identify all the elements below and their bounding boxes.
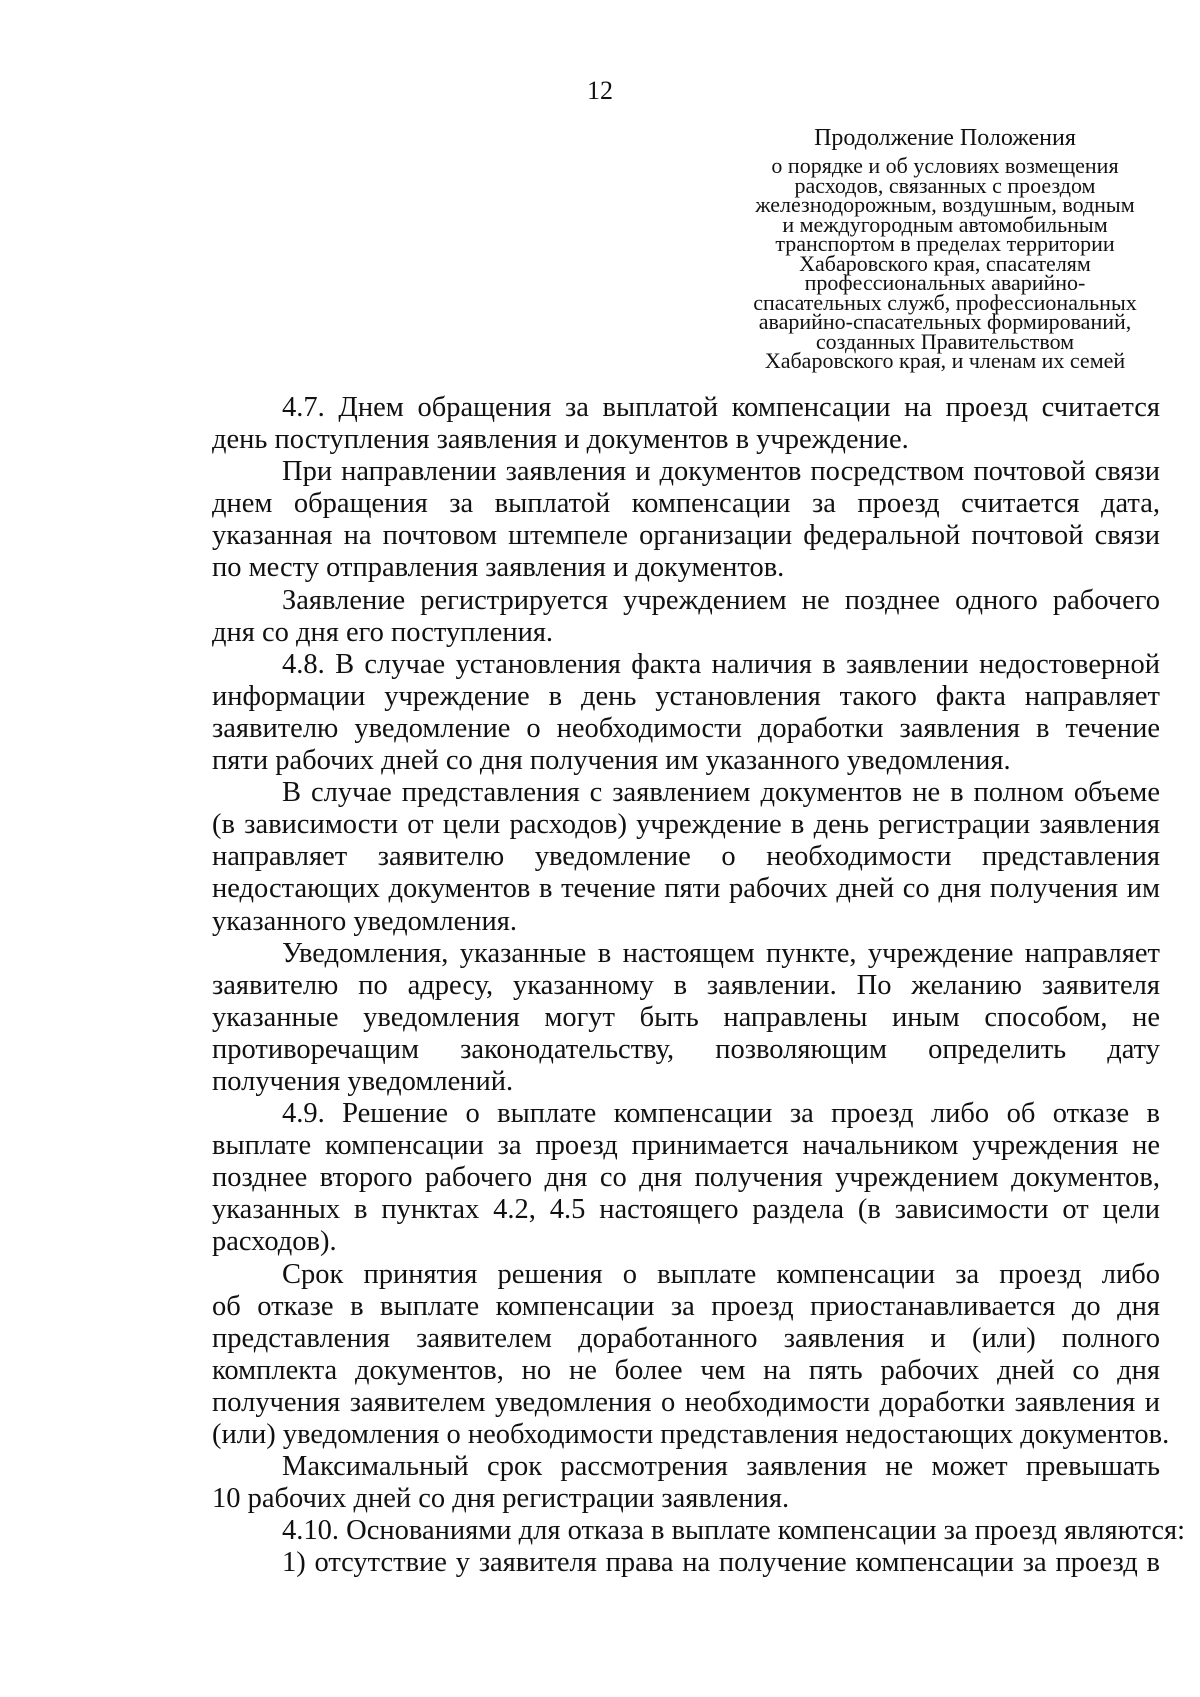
paragraph xyxy=(212,1451,1160,1515)
paragraph-line: по месту отправления заявления и документов. xyxy=(212,552,785,584)
paragraph-line: указанная на почтовом штемпеле организации федеральной почтовой связи xyxy=(212,520,1160,552)
paragraph-line: 4.9. Решение о выплате компенсации за проезд либо об отказе в xyxy=(282,1098,1160,1130)
paragraph xyxy=(212,392,1160,456)
document-body xyxy=(212,392,1186,1579)
continuation-line: и междугородным автомобильным xyxy=(782,211,1108,237)
paragraph-line: 1) отсутствие у заявителя права на получение компенсации за проезд в xyxy=(282,1547,1160,1579)
paragraph-line: противоречащим законодательству, позволяющим определить дату xyxy=(212,1033,1160,1065)
paragraph-line: получения уведомлений. xyxy=(212,1065,514,1097)
paragraph-line: При направлении заявления и документов посредством почтовой связи xyxy=(282,456,1160,488)
continuation-header xyxy=(720,124,1170,371)
paragraph-line: позднее второго рабочего дня со дня получения учреждением документов, xyxy=(212,1162,1160,1194)
paragraph xyxy=(212,1258,1170,1452)
paragraph-line: заявителю уведомление о необходимости доработки заявления в течение xyxy=(212,712,1160,744)
continuation-line: расходов, связанных с проездом xyxy=(794,172,1096,198)
paragraph-line: день поступления заявления и документов в учреждение. xyxy=(212,424,909,456)
continuation-line: созданных Правительством xyxy=(815,328,1075,354)
continuation-subtitle xyxy=(720,153,1170,373)
paragraph-line: получения заявителем уведомления о необходимости доработки заявления и xyxy=(212,1386,1160,1418)
paragraph-line: пяти рабочих дней со дня получения им указанного уведомления. xyxy=(212,745,1011,777)
paragraph-line: указанного уведомления. xyxy=(212,905,517,937)
paragraph-line: (в зависимости от цели расходов) учреждение в день регистрации заявления xyxy=(212,809,1160,841)
paragraph-line: 4.7. Днем обращения за выплатой компенсации на проезд считается xyxy=(282,392,1160,423)
paragraph xyxy=(212,456,1160,584)
paragraph-line: указанные уведомления могут быть направлены иным способом, не xyxy=(212,1001,1160,1033)
continuation-line: спасательных служб, профессиональных xyxy=(753,289,1137,315)
paragraph-line: информации учреждение в день установления такого факта направляет xyxy=(212,680,1160,712)
paragraph xyxy=(212,1098,1160,1258)
paragraph-line: Срок принятия решения о выплате компенсации за проезд либо xyxy=(282,1258,1160,1290)
paragraph xyxy=(212,938,1160,1098)
paragraph xyxy=(212,649,1160,777)
paragraph-line: (или) уведомления о необходимости представления недостающих документов. xyxy=(212,1419,1170,1450)
paragraph-line: расходов). xyxy=(212,1226,337,1258)
paragraph-line: Уведомления, указанные в настоящем пункте, учреждение направляет xyxy=(282,937,1160,969)
paragraph xyxy=(212,1515,1186,1547)
paragraph-line: выплате компенсации за проезд принимается начальником учреждения не xyxy=(212,1130,1160,1162)
paragraph-line: 4.10. Основаниями для отказа в выплате компенсации за проезд являются: xyxy=(282,1515,1186,1547)
paragraph-line: дня со дня его поступления. xyxy=(212,616,554,648)
paragraph-line: 4.8. В случае установления факта наличия в заявлении недостоверной xyxy=(282,648,1160,680)
continuation-line: о порядке и об условиях возмещения xyxy=(771,153,1119,178)
paragraph-line: указанных в пунктах 4.2, 4.5 настоящего раздела (в зависимости от цели xyxy=(212,1194,1160,1226)
paragraph-line: представления заявителем доработанного заявления и (или) полного xyxy=(212,1322,1160,1354)
page-number: 12 xyxy=(587,76,613,105)
continuation-line: профессиональных аварийно- xyxy=(804,270,1086,295)
paragraph xyxy=(212,777,1160,937)
paragraph-line: комплекта документов, но не более чем на пять рабочих дней со дня xyxy=(212,1354,1160,1386)
paragraph-line: об отказе в выплате компенсации за проезд приостанавливается до дня xyxy=(212,1290,1160,1322)
continuation-title: Продолжение Положения xyxy=(814,125,1076,151)
paragraph-line: днем обращения за выплатой компенсации за проезд считается дата, xyxy=(212,488,1160,520)
paragraph-line: Заявление регистрируется учреждением не позднее одного рабочего xyxy=(282,584,1160,616)
paragraph-line: В случае представления с заявлением документов не в полном объеме xyxy=(282,777,1160,809)
paragraph-line: заявителю по адресу, указанному в заявлении. По желанию заявителя xyxy=(212,969,1160,1001)
paragraph-line: Максимальный срок рассмотрения заявления не может превышать xyxy=(282,1451,1160,1483)
paragraph xyxy=(212,585,1160,649)
paragraph xyxy=(212,1547,1160,1579)
continuation-line: Хабаровского края, спасателям xyxy=(799,250,1091,276)
continuation-line: Хабаровского края, и членам их семей xyxy=(764,348,1126,373)
continuation-line: железнодорожным, воздушным, водным xyxy=(755,192,1135,217)
continuation-line: транспортом в пределах территории xyxy=(775,231,1115,256)
continuation-line: аварийно-спасательных формирований, xyxy=(758,309,1132,334)
paragraph-line: направляет заявителю уведомление о необходимости представления xyxy=(212,841,1160,873)
paragraph-line: 10 рабочих дней со дня регистрации заявления. xyxy=(212,1483,790,1515)
paragraph-line: недостающих документов в течение пяти рабочих дней со дня получения им xyxy=(212,873,1160,905)
